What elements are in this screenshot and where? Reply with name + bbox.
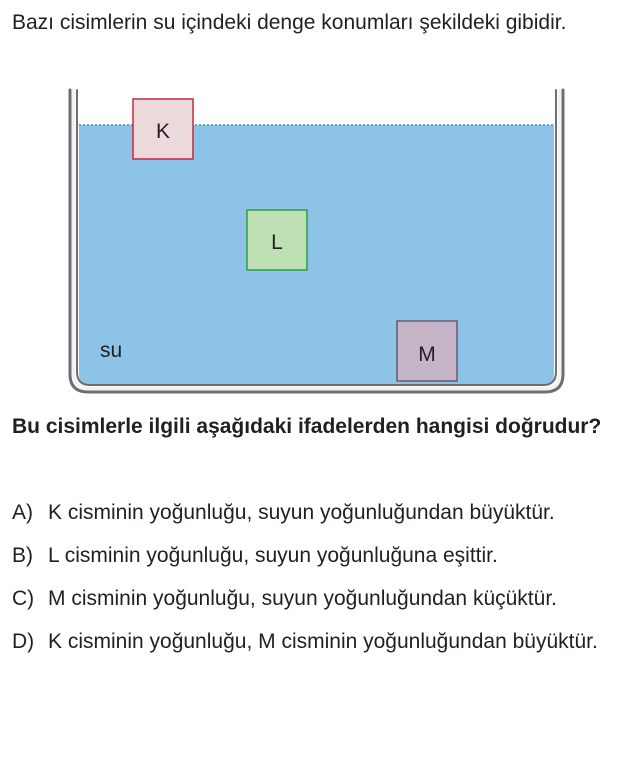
answer-options	[12, 496, 620, 668]
option-b-text: L cisminin yoğunluğu, suyun yoğunluğuna eşittir.	[48, 544, 498, 567]
block-k-label: K	[155, 120, 171, 143]
intro-text: Bazı cisimlerin su içindeki denge konumları şekildeki gibidir.	[12, 11, 567, 34]
block-k	[133, 99, 193, 159]
block-m	[397, 321, 457, 381]
option-d-text: K cisminin yoğunluğu, M cisminin yoğunluğundan büyüktür.	[48, 630, 598, 653]
option-c[interactable]	[12, 582, 620, 616]
block-l	[247, 210, 307, 270]
option-d-letter: D)	[12, 630, 35, 653]
block-l-label: L	[271, 231, 283, 254]
buoyancy-figure	[0, 80, 637, 400]
block-m-label: M	[418, 343, 436, 366]
option-a[interactable]	[12, 496, 620, 530]
water-label: su	[100, 339, 123, 362]
option-a-text: K cisminin yoğunluğu, suyun yoğunluğundan büyüktür.	[48, 501, 555, 524]
option-d[interactable]	[12, 625, 620, 659]
option-b[interactable]	[12, 539, 620, 573]
option-a-letter: A)	[12, 501, 33, 524]
option-c-text: M cisminin yoğunluğu, suyun yoğunluğundan küçüktür.	[48, 587, 557, 610]
option-b-letter: B)	[12, 544, 33, 567]
water	[79, 125, 554, 386]
container-diagram	[0, 80, 637, 400]
option-c-letter: C)	[12, 587, 35, 610]
question-text: Bu cisimlerle ilgili aşağıdaki ifadelerden hangisi doğrudur?	[12, 415, 602, 438]
